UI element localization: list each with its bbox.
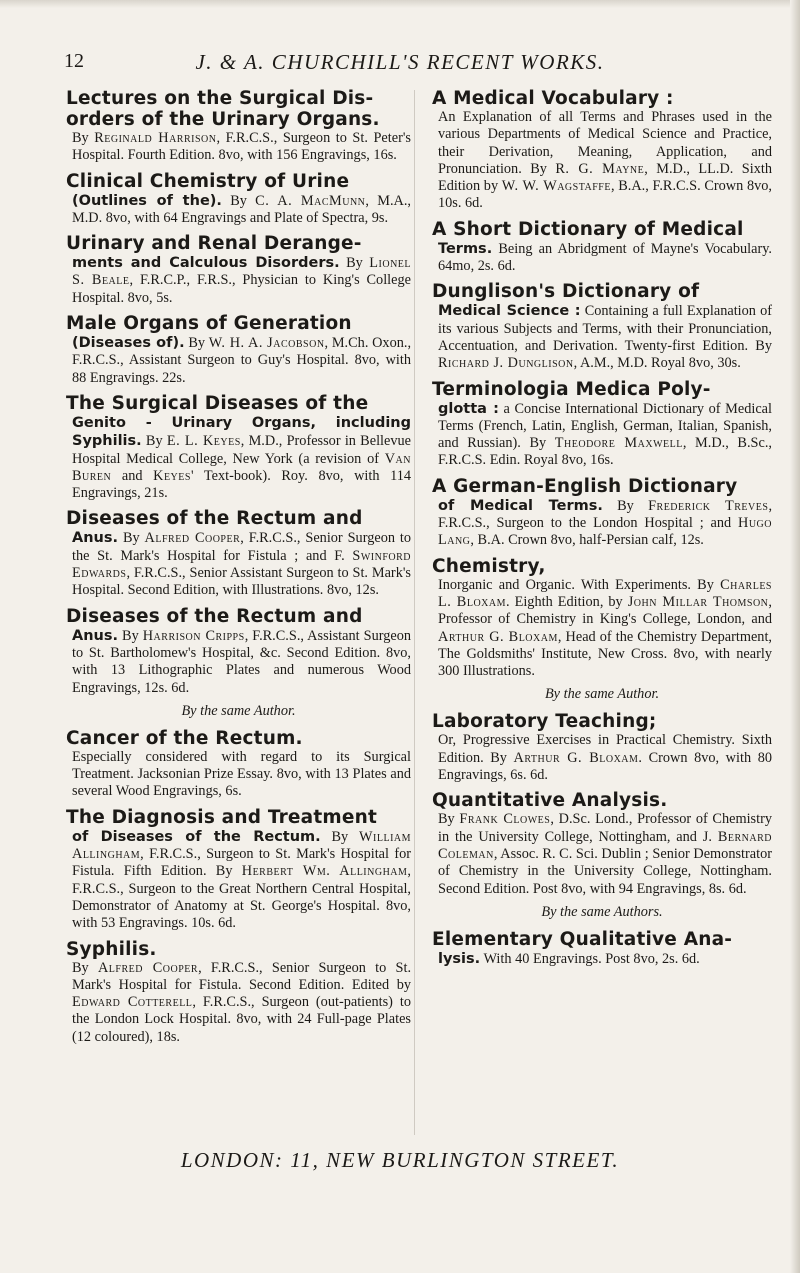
entry-title: The Diagnosis and Treatment: [66, 806, 378, 828]
running-title: J. & A. CHURCHILL'S RECENT WORKS.: [195, 50, 605, 74]
entry-description: Inorganic and Organic. With Experiments. By Charles L. Bloxam. Eighth Edition, by John Millar Thomson, Professor of Chemistry in King's College, London, and Arthur G. Bloxam, Head of the Chemistry Department, The Goldsmiths' Institute, New Cross. 8vo, with nearly 300 Illustrations.: [438, 576, 772, 680]
publisher-address: LONDON: 11, NEW BURLINGTON STREET.: [180, 1148, 620, 1172]
entry-title: Laboratory Teaching;: [432, 711, 657, 733]
entry-title: A German-English Dictionary: [432, 475, 738, 497]
book-entry: [66, 393, 411, 502]
book-entry: [432, 476, 772, 550]
book-entry: [66, 88, 411, 165]
page-header: [0, 50, 800, 80]
entry-title: Chemistry,: [432, 555, 546, 577]
entry-title: Cancer of the Rectum.: [66, 727, 303, 749]
author-name: Theodore Maxwell: [554, 435, 683, 452]
author-name: Alfred Cooper: [144, 530, 241, 547]
entry-description: By Alfred Cooper, F.R.C.S., Senior Surgeon to St. Mark's Hospital for Fistula. Second Edition. Edited by Edward Cotterell, F.R.C.S., Surgeon (out-patients) to the London Lock Hospital. 8vo, with 24 Full-page Plates (12 coloured), 18s.: [72, 959, 412, 1045]
entry-description: Anus. By Harrison Cripps, F.R.C.S., Assistant Surgeon to St. Bartholomew's Hospital, &c. Second Edition. 8vo, with 13 Lithographic Plates and numerous Wood Engravings, 12s. 6d.: [72, 627, 412, 696]
same-author-note: By the same Author.: [544, 686, 660, 703]
book-entry: [432, 219, 772, 276]
book-entry: [432, 929, 772, 968]
entry-title: Male Organs of Generation: [66, 313, 352, 335]
entry-title: Diseases of the Rectum and: [66, 508, 363, 530]
entry-description: lysis. With 40 Engravings. Post 8vo, 2s. 6d.: [438, 950, 700, 967]
entry-title: The Surgical Diseases of the: [66, 392, 369, 414]
author-name: W. H. A. Jacobson: [208, 335, 325, 352]
book-entry: [66, 508, 411, 599]
author-name: Richard J. Dunglison: [438, 355, 574, 372]
entry-description: Or, Progressive Exercises in Practical Chemistry. Sixth Edition. By Arthur G. Bloxam. Crown 8vo, with 80 Engravings, 6s. 6d.: [438, 732, 772, 784]
entry-description: Anus. By Alfred Cooper, F.R.C.S., Senior Surgeon to the St. Mark's Hospital for Fistula ; and F. Swinford Edwards, F.R.C.S., Senior Assistant Surgeon to St. Mark's Hospital. Second Edition, with Illustrations. 8vo, 12s.: [72, 530, 412, 599]
same-author-note: By the same Author.: [181, 702, 296, 719]
author-name: R. G. Mayne: [555, 160, 645, 177]
book-entry: [66, 233, 411, 307]
author-name: Lionel S. Beale: [72, 255, 412, 289]
book-entry: [432, 379, 772, 470]
book-entry: [66, 939, 411, 1046]
entry-description: Medical Science : Containing a full Explanation of its various Subjects and Terms, with their Pronunciation, Accentuation, and Derivation. Twenty-first Edition. By Richard J. Dunglison, A.M., M.D. Royal 8vo, 30s.: [438, 303, 772, 372]
entry-title: A Short Dictionary of Medical: [432, 218, 744, 240]
author-name: Charles L. Bloxam: [438, 576, 772, 610]
entry-title: Terminologia Medica Poly-: [432, 378, 711, 400]
author-name: William Allingham: [72, 828, 412, 863]
author-name: Alfred Cooper: [97, 959, 199, 976]
entry-title: Syphilis.: [66, 938, 157, 960]
book-entry: [432, 711, 772, 784]
author-name: Harrison Cripps: [142, 627, 245, 644]
entry-title: Urinary and Renal Derange-: [66, 233, 362, 255]
book-entry: [432, 88, 772, 213]
right-column: [432, 88, 772, 974]
entry-description: (Diseases of). By W. H. A. Jacobson, M.Ch. Oxon., F.R.C.S., Assistant Surgeon to Guy's Hospital. 8vo, with 88 Engravings. 22s.: [72, 335, 412, 386]
author-name: Frank Clowes: [459, 811, 551, 828]
entry-description: glotta : a Concise International Dictionary of Medical Terms (French, Latin, English, German, Italian, Spanish, and Russian). By Theodore Maxwell, M.D., B.Sc., F.R.C.S. Edin. Royal 8vo, 16s.: [438, 400, 773, 469]
entry-description: Terms. Being an Abridgment of Mayne's Vocabulary. 64mo, 2s. 6d.: [438, 240, 772, 275]
book-entry: [66, 807, 411, 933]
book-entry: [66, 171, 411, 228]
entry-title: Quantitative Analysis.: [432, 790, 668, 812]
book-entry: [66, 606, 411, 697]
left-column: [66, 88, 411, 1052]
author-name: Arthur G. Bloxam: [513, 749, 639, 766]
book-entry: [432, 281, 772, 372]
author-name: Frederick Treves: [648, 497, 769, 514]
book-entry: [432, 556, 772, 681]
author-name: C. A. MacMunn: [255, 192, 366, 209]
entry-description: (Outlines of the). By C. A. MacMunn, M.A., M.D. 8vo, with 64 Engravings and Plate of Spectra, 9s.: [72, 192, 412, 226]
entry-description: Especially considered with regard to its Surgical Treatment. Jacksonian Prize Essay. 8vo, with 13 Plates and several Wood Engravings, 6s.: [72, 748, 411, 800]
page-right-edge: [790, 0, 800, 1273]
entry-description: of Medical Terms. By Frederick Treves, F.R.C.S., Surgeon to the London Hospital ; and Hugo Lang, B.A. Crown 8vo, half-Persian calf, 12s.: [438, 497, 773, 549]
entry-title: Diseases of the Rectum and: [66, 605, 363, 627]
entry-title: Dunglison's Dictionary of: [432, 281, 700, 303]
entry-description: By Reginald Harrison, F.R.C.S., Surgeon to St. Peter's Hospital. Fourth Edition. 8vo, with 156 Engravings, 16s.: [72, 130, 411, 164]
entry-description: Genito - Urinary Organs, including Syphilis. By E. L. Keyes, M.D., Professor in Bellevue Hospital Medical College, New York (a revision of Van Buren and Keyes' Text-book). Roy. 8vo, with 114 Engravings, 21s.: [72, 414, 411, 502]
author-name: Reginald Harrison: [94, 130, 217, 146]
page-number: 12: [64, 50, 84, 72]
entry-description: of Diseases of the Rectum. By William Allingham, F.R.C.S., Surgeon to St. Mark's Hospital for Fistula. Fifth Edition. By Herbert Wm. Allingham, F.R.C.S., Surgeon to the Great Northern Central Hospital, Demonstrator of Anatomy at St. George's Hospital. 8vo, with 53 Engravings. 10s. 6d.: [72, 828, 412, 932]
same-author-note: By the same Authors.: [541, 903, 663, 920]
book-entry: [66, 728, 411, 801]
entry-title: Clinical Chemistry of Urine: [66, 170, 350, 192]
column-divider: [414, 90, 415, 1135]
book-entry: [66, 313, 411, 387]
book-entry: [432, 790, 772, 897]
author-name: E. L. Keyes: [166, 433, 241, 450]
entry-description: By Frank Clowes, D.Sc. Lond., Professor of Chemistry in the University College, Nottingham, and J. Bernard Coleman, Assoc. R. C. Sci. Dublin ; Senior Demonstrator of Chemistry in the University College, Nottingham. Second Edition. Post 8vo, with 94 Engravings, 8s. 6d.: [438, 811, 772, 897]
entry-title: Lectures on the Surgical Dis- orders of the Urinary Organs.: [66, 88, 380, 130]
entry-title: Elementary Qualitative Ana-: [432, 928, 733, 950]
entry-description: An Explanation of all Terms and Phrases used in the various Departments of Medical Science and Practice, their Derivation, Meaning, Application, and Pronunciation. By R. G. Mayne, M.D., LL.D. Sixth Edition by W. W. Wagstaffe, B.A., F.R.C.S. Crown 8vo, 10s. 6d.: [438, 109, 772, 212]
entry-title: A Medical Vocabulary :: [432, 88, 674, 109]
entry-description: ments and Calculous Disorders. By Lionel S. Beale, F.R.C.P., F.R.S., Physician to King's College Hospital. 8vo, 5s.: [72, 255, 412, 306]
page-top-edge: [0, 0, 800, 8]
